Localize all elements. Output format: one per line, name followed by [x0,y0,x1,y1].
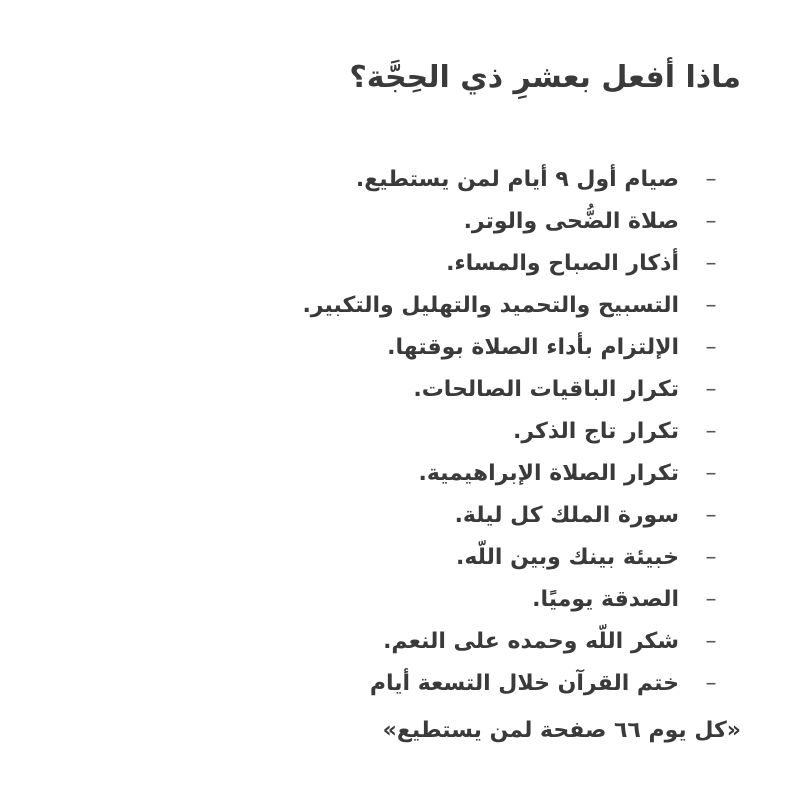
dash-bullet: – [705,251,717,276]
dash-bullet: – [705,671,717,696]
footer-note: «كل يوم ٦٦ صفحة لمن يستطيع» [382,718,741,743]
dash-bullet: – [705,293,717,318]
list-item [302,453,721,495]
list-item-text: ختم القرآن خلال التسعة أيام [369,671,679,696]
list-item [302,201,721,243]
checklist [302,159,721,705]
list-item [302,495,721,537]
list-item-text: صلاة الضُّحى والوتر. [463,209,679,234]
list-item [302,663,721,705]
dash-bullet: – [705,335,717,360]
list-item [302,579,721,621]
list-item-text: تكرار تاج الذكر. [513,419,679,444]
list-item-text: الإلتزام بأداء الصلاة بوقتها. [387,335,679,360]
dash-bullet: – [705,629,717,654]
list-item [302,159,721,201]
list-item-text: شكر اللّه وحمده على النعم. [383,629,679,654]
page-title: ماذا أفعل بعشرِ ذي الحِجَّة؟ [349,60,741,95]
list-item-text: تكرار الباقيات الصالحات. [413,377,679,402]
list-item-text: صيام أول ٩ أيام لمن يستطيع. [355,167,679,192]
dash-bullet: – [705,167,717,192]
list-item [302,369,721,411]
list-item-text: الصدقة يوميًا. [532,587,679,612]
dash-bullet: – [705,587,717,612]
list-item [302,327,721,369]
dash-bullet: – [705,377,717,402]
list-item [302,285,721,327]
dash-bullet: – [705,209,717,234]
list-item-text: تكرار الصلاة الإبراهيمية. [418,461,679,486]
list-item [302,411,721,453]
list-item [302,537,721,579]
dash-bullet: – [705,503,717,528]
list-item [302,243,721,285]
dash-bullet: – [705,461,717,486]
dash-bullet: – [705,419,717,444]
list-item [302,621,721,663]
list-item-text: التسبيح والتحميد والتهليل والتكبير. [302,293,679,318]
list-item-text: خبيئة بينك وبين اللّه. [455,545,679,570]
list-item-text: أذكار الصباح والمساء. [446,251,679,276]
dash-bullet: – [705,545,717,570]
list-item-text: سورة الملك كل ليلة. [454,503,679,528]
